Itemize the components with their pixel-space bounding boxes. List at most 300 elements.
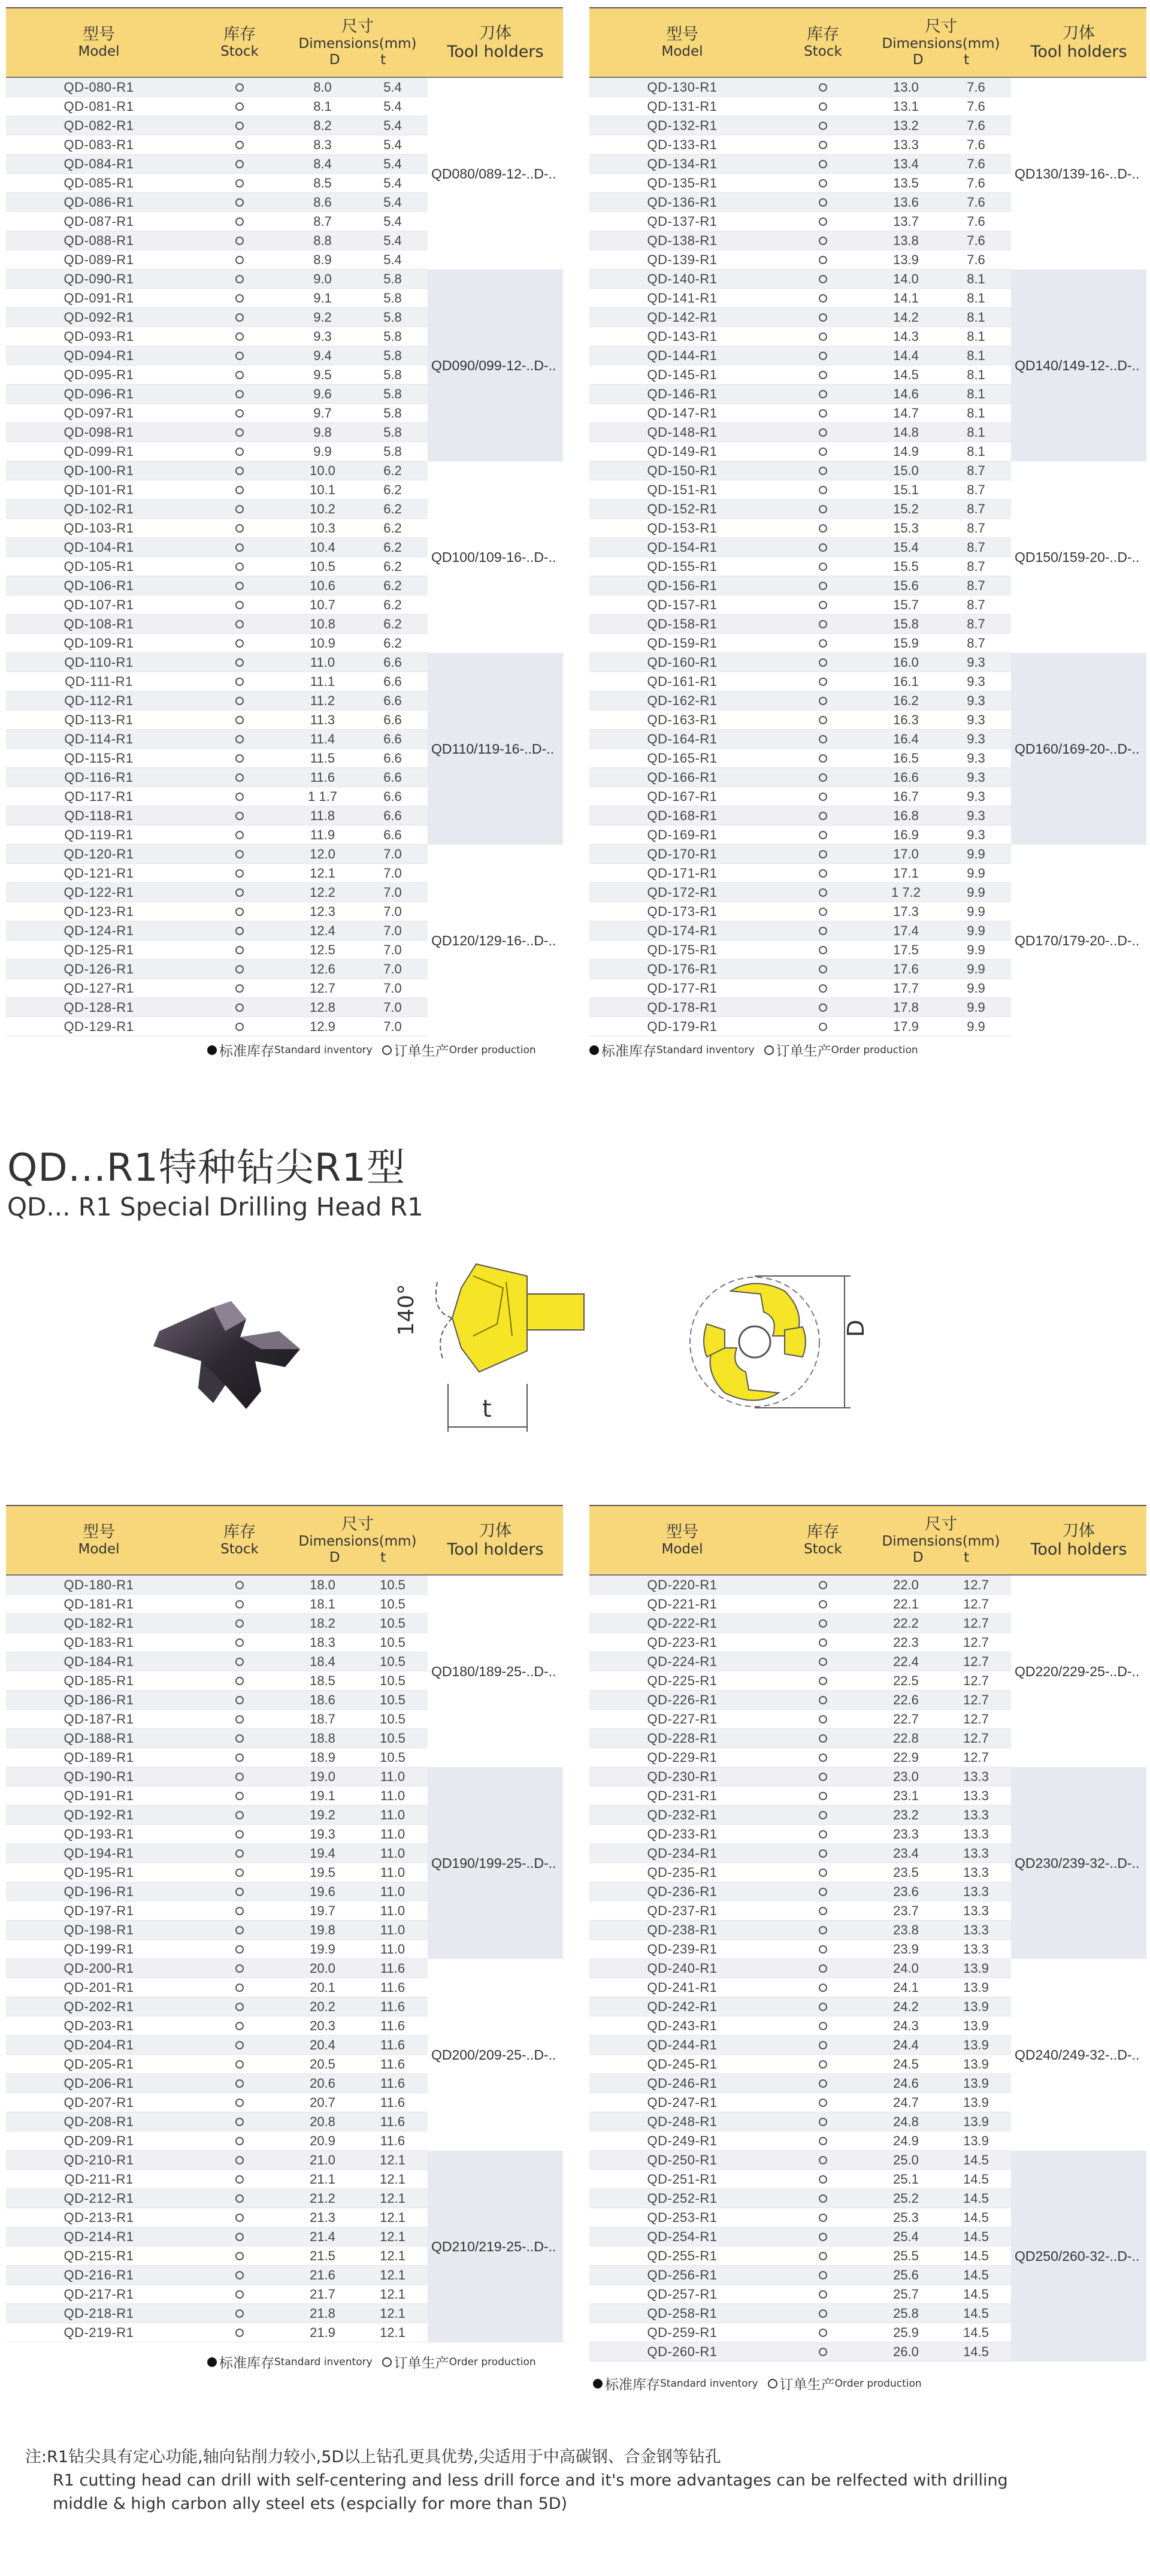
t-cell: 7.6 (967, 98, 985, 114)
t-cell: 13.9 (963, 1960, 989, 1976)
tool-holder-cell: QD090/099-12-..D-.. (428, 270, 563, 461)
d-cell: 20.7 (310, 2094, 335, 2110)
d-cell: 21.8 (310, 2305, 335, 2321)
stock-cell (192, 352, 288, 360)
order-production-circle-icon (235, 754, 244, 763)
model-cell: QD-241-R1 (647, 1979, 718, 1995)
d-cell: 16.3 (893, 712, 919, 727)
model-cell: QD-136-R1 (647, 194, 718, 210)
t-cell: 12.7 (963, 1673, 989, 1688)
model-cell: QD-124-R1 (63, 923, 134, 938)
stock-cell (192, 294, 288, 303)
order-production-circle-icon (235, 2156, 244, 2164)
model-cell: QD-188-R1 (63, 1730, 134, 1746)
t-cell: 11.6 (380, 2133, 405, 2148)
model-cell: QD-197-R1 (63, 1903, 134, 1918)
order-production-circle-icon (819, 1945, 827, 1954)
stock-cell (192, 1830, 288, 1839)
d-cell: 19.8 (310, 1922, 335, 1937)
model-cell: QD-247-R1 (647, 2094, 718, 2110)
table-row (6, 480, 428, 500)
model-cell: QD-120-R1 (63, 846, 134, 861)
table-row (6, 1614, 428, 1633)
stock-cell (192, 1926, 288, 1934)
d-cell: 19.3 (310, 1826, 335, 1842)
table-row (6, 308, 428, 327)
model-cell: QD-242-R1 (647, 1998, 718, 2014)
table-row (589, 155, 1011, 174)
t-cell: 14.5 (963, 2324, 989, 2340)
t-cell: 5.4 (383, 156, 402, 171)
stock-cell (192, 601, 288, 609)
model-cell: QD-234-R1 (647, 1845, 718, 1861)
order-production-circle-icon (819, 505, 827, 513)
d-cell: 14.1 (893, 290, 919, 306)
stock-cell (192, 2290, 288, 2299)
table-row (6, 1691, 428, 1710)
model-cell: QD-085-R1 (63, 175, 134, 191)
table-row (589, 787, 1011, 806)
table-row (589, 346, 1011, 365)
model-cell: QD-165-R1 (647, 750, 718, 766)
stock-cell (775, 1696, 871, 1704)
t-cell: 6.6 (383, 808, 402, 823)
order-production-circle-icon (235, 773, 244, 782)
t-cell: 7.0 (383, 999, 402, 1015)
order-production-circle-icon (819, 352, 827, 360)
t-cell: 14.5 (963, 2344, 989, 2359)
table-row (6, 960, 428, 979)
stock-cell (192, 1658, 288, 1666)
d-cell: 8.1 (313, 98, 332, 114)
t-cell: 9.9 (967, 980, 985, 996)
d-cell: 17.6 (893, 961, 919, 976)
table-row (6, 365, 428, 385)
stock-cell (775, 1753, 871, 1762)
model-cell: QD-153-R1 (647, 520, 718, 536)
d-cell: 10.5 (310, 558, 335, 574)
stock-cell (775, 2309, 871, 2318)
model-cell: QD-231-R1 (647, 1788, 718, 1803)
model-cell: QD-113-R1 (64, 712, 134, 727)
order-production-circle-icon (819, 908, 827, 916)
d-cell: 9.4 (313, 347, 332, 363)
model-cell: QD-187-R1 (63, 1711, 134, 1727)
stock-cell (775, 1964, 871, 1973)
stock-cell (192, 2329, 288, 2337)
order-production-circle-icon (235, 1677, 244, 1685)
d-cell: 17.1 (893, 865, 919, 881)
stock-cell (192, 198, 288, 207)
t-cell: 5.4 (383, 252, 402, 267)
model-cell: QD-205-R1 (63, 2056, 134, 2072)
t-cell: 8.7 (967, 462, 985, 478)
t-cell: 12.1 (380, 2152, 405, 2167)
t-cell: 6.2 (383, 578, 402, 593)
order-production-circle-icon (235, 102, 244, 111)
tool-holder-cell: QD220/229-25-..D-.. (1011, 1576, 1146, 1767)
table-row (6, 1844, 428, 1863)
model-cell: QD-081-R1 (63, 98, 134, 114)
d-cell: 14.7 (893, 405, 919, 421)
header-tool-holders: 刀体 Tool holders (1030, 1521, 1127, 1559)
drill-head-side-view-diagram (383, 1252, 587, 1444)
stock-cell (192, 735, 288, 743)
table-row (589, 423, 1011, 442)
model-cell: QD-249-R1 (647, 2133, 718, 2148)
t-cell: 12.7 (963, 1577, 989, 1592)
d-cell: 23.4 (893, 1845, 919, 1861)
t-cell: 5.8 (383, 443, 402, 459)
model-cell: QD-222-R1 (647, 1615, 718, 1631)
order-production-circle-icon (235, 160, 244, 168)
stock-cell (775, 543, 871, 552)
model-cell: QD-192-R1 (63, 1807, 134, 1822)
order-production-circle-icon (819, 888, 827, 897)
table-row (589, 442, 1011, 461)
stock-cell (775, 332, 871, 341)
table-row (589, 1576, 1011, 1595)
model-cell: QD-201-R1 (63, 1979, 134, 1995)
order-production-circle-icon (819, 2137, 827, 2145)
table-row (6, 2285, 428, 2304)
order-production-circle-icon (819, 1677, 827, 1685)
table-row (589, 2074, 1011, 2093)
d-cell: 22.5 (893, 1673, 919, 1688)
stock-cell (192, 2041, 288, 2049)
model-cell: QD-260-R1 (647, 2344, 718, 2359)
t-cell: 14.5 (963, 2267, 989, 2282)
stock-cell (192, 1753, 288, 1762)
d-cell: 10.3 (310, 520, 335, 536)
order-production-circle-icon (819, 1773, 827, 1781)
stock-cell (192, 179, 288, 188)
t-cell: 13.3 (963, 1883, 989, 1899)
table-row (589, 385, 1011, 404)
stock-cell (192, 2309, 288, 2318)
stock-cell (192, 2175, 288, 2184)
model-cell: QD-257-R1 (647, 2286, 718, 2302)
model-cell: QD-182-R1 (63, 1615, 134, 1631)
table-row (589, 97, 1011, 116)
d-cell: 15.7 (893, 597, 919, 612)
d-cell: 12.7 (310, 980, 335, 996)
stock-cell (775, 869, 871, 878)
t-cell: 7.6 (967, 252, 985, 267)
model-cell: QD-194-R1 (63, 1845, 134, 1861)
model-cell: QD-108-R1 (63, 616, 134, 631)
table-row (589, 653, 1011, 672)
table-row (6, 250, 428, 270)
table-row (6, 193, 428, 212)
model-cell: QD-238-R1 (647, 1922, 718, 1937)
stock-cell (775, 1658, 871, 1666)
table-row (6, 1652, 428, 1671)
d-cell: 22.1 (893, 1596, 919, 1611)
d-cell: 18.7 (310, 1711, 335, 1727)
model-cell: QD-255-R1 (647, 2248, 718, 2263)
stock-cell (775, 984, 871, 993)
d-cell: 1 7.2 (891, 884, 921, 900)
stock-cell (192, 1677, 288, 1685)
d-cell: 15.1 (893, 482, 919, 497)
order-production-circle-icon (235, 294, 244, 303)
order-production-circle-icon (235, 831, 244, 839)
header-tool-holders: 刀体 Tool holders (447, 23, 544, 61)
order-production-circle-icon (819, 122, 827, 130)
model-cell: QD-143-R1 (647, 328, 718, 344)
model-cell: QD-196-R1 (63, 1883, 134, 1899)
model-cell: QD-159-R1 (647, 635, 718, 651)
table-row (589, 1863, 1011, 1882)
model-cell: QD-116-R1 (64, 769, 134, 785)
d-cell: 20.6 (310, 2075, 335, 2091)
t-cell: 8.1 (967, 386, 985, 401)
table-row (589, 1633, 1011, 1652)
model-cell: QD-148-R1 (647, 424, 718, 440)
t-cell: 13.9 (963, 1998, 989, 2014)
order-production-circle-icon (235, 1619, 244, 1628)
t-cell: 5.8 (383, 328, 402, 344)
t-cell: 7.0 (383, 903, 402, 919)
t-cell: 9.3 (967, 750, 985, 766)
table-row (6, 2036, 428, 2055)
stock-cell (775, 1773, 871, 1781)
d-cell: 12.3 (310, 903, 335, 919)
table-row (589, 538, 1011, 557)
d-cell: 8.6 (313, 194, 332, 210)
stock-cell (192, 160, 288, 168)
stock-cell (775, 908, 871, 916)
stock-cell (775, 1811, 871, 1819)
table-row (589, 1882, 1011, 1901)
d-cell: 1 1.7 (308, 788, 337, 804)
table-row (6, 500, 428, 519)
t-cell: 7.6 (967, 137, 985, 152)
d-cell: 13.9 (893, 252, 919, 267)
model-cell: QD-204-R1 (63, 2037, 134, 2052)
stock-cell (775, 198, 871, 207)
order-production-circle-icon (819, 409, 827, 418)
model-cell: QD-128-R1 (63, 999, 134, 1015)
d-cell: 15.6 (893, 578, 919, 593)
t-cell: 10.5 (380, 1673, 405, 1688)
order-production-circle-icon (235, 198, 244, 207)
table-row (6, 385, 428, 404)
section-title-en: QD... R1 Special Drilling Head R1 (7, 1192, 423, 1222)
model-cell: QD-149-R1 (647, 443, 718, 459)
d-cell: 12.2 (310, 884, 335, 900)
table-row (589, 480, 1011, 500)
order-production-circle-icon (235, 1964, 244, 1973)
stock-cell (192, 1907, 288, 1915)
tool-holder-cell: QD100/109-16-..D-.. (428, 461, 563, 653)
order-production-circle-icon (819, 332, 827, 341)
model-cell: QD-177-R1 (647, 980, 718, 996)
d-cell: 18.0 (310, 1577, 335, 1592)
d-cell: 22.4 (893, 1653, 919, 1669)
order-production-circle-icon (235, 1849, 244, 1858)
model-cell: QD-099-R1 (63, 443, 134, 459)
t-cell: 14.5 (963, 2209, 989, 2225)
table-row (6, 615, 428, 634)
model-cell: QD-208-R1 (63, 2114, 134, 2129)
table-row (589, 1748, 1011, 1767)
d-cell: 23.6 (893, 1883, 919, 1899)
t-cell: 11.6 (380, 2094, 405, 2110)
stock-cell (775, 428, 871, 437)
tool-holder-cell: QD160/169-20-..D-.. (1011, 653, 1146, 845)
t-cell: 6.6 (383, 654, 402, 670)
d-cell: 18.2 (310, 1615, 335, 1631)
table-row (589, 2036, 1011, 2055)
t-cell: 9.3 (967, 808, 985, 823)
t-cell: 5.8 (383, 405, 402, 421)
t-cell: 9.9 (967, 961, 985, 976)
stock-cell (775, 601, 871, 609)
t-cell: 10.5 (380, 1596, 405, 1611)
footnote-en-line1: R1 cutting head can drill with self-centering and less drill force and it's more advantages can be relfected with drilling (53, 2471, 1008, 2490)
d-cell: 23.8 (893, 1922, 919, 1937)
table-row (6, 672, 428, 691)
stock-cell (775, 524, 871, 533)
model-cell: QD-096-R1 (63, 386, 134, 401)
d-cell: 9.1 (313, 290, 332, 306)
order-production-circle-icon (235, 1868, 244, 1877)
d-cell: 20.8 (310, 2114, 335, 2129)
t-cell: 7.6 (967, 79, 985, 95)
table-row (6, 212, 428, 231)
model-cell: QD-212-R1 (63, 2190, 134, 2206)
model-cell: QD-156-R1 (647, 578, 718, 593)
t-cell: 11.0 (380, 1883, 405, 1899)
model-cell: QD-145-R1 (647, 367, 718, 382)
d-cell: 23.3 (893, 1826, 919, 1842)
stock-cell (775, 582, 871, 590)
order-production-circle-icon (819, 524, 827, 533)
order-production-circle-icon (235, 237, 244, 245)
stock-cell (192, 409, 288, 418)
table-row (589, 941, 1011, 960)
order-production-circle-icon (819, 217, 827, 226)
d-cell: 14.2 (893, 309, 919, 325)
t-cell: 7.6 (967, 194, 985, 210)
model-cell: QD-130-R1 (647, 79, 718, 95)
stock-cell (192, 467, 288, 475)
model-cell: QD-251-R1 (647, 2171, 718, 2187)
stock-cell (192, 217, 288, 226)
table-row (589, 2093, 1011, 2112)
model-cell: QD-246-R1 (647, 2075, 718, 2091)
model-cell: QD-154-R1 (647, 539, 718, 555)
stock-cell (775, 2156, 871, 2164)
t-cell: 13.3 (963, 1826, 989, 1842)
order-production-circle-icon (819, 1023, 827, 1031)
stock-cell (192, 869, 288, 878)
model-cell: QD-193-R1 (63, 1826, 134, 1842)
table-row (6, 2208, 428, 2227)
stock-cell (192, 2022, 288, 2030)
t-cell: 6.2 (383, 482, 402, 497)
d-cell: 23.7 (893, 1903, 919, 1918)
standard-inventory-dot-icon (589, 1045, 599, 1055)
t-cell: 7.6 (967, 117, 985, 133)
t-cell: 12.7 (963, 1692, 989, 1707)
stock-cell (775, 2290, 871, 2299)
table-row (6, 1940, 428, 1959)
table-row (6, 174, 428, 193)
table-row (6, 97, 428, 116)
d-cell: 8.8 (313, 232, 332, 248)
section-title-cn: QD...R1特种钻尖R1型 (7, 1146, 406, 1190)
order-production-circle-icon (768, 2379, 777, 2388)
model-cell: QD-199-R1 (63, 1941, 134, 1957)
t-cell: 12.1 (380, 2324, 405, 2340)
stock-cell (775, 1638, 871, 1647)
order-production-circle-icon (235, 658, 244, 667)
stock-cell (775, 2022, 871, 2030)
footnote-en-line2: middle & high carbon ally steel ets (espcially for more than 5D) (53, 2495, 568, 2514)
d-cell: 15.3 (893, 520, 919, 536)
table-row (6, 423, 428, 442)
model-cell: QD-105-R1 (63, 558, 134, 574)
stock-cell (192, 122, 288, 130)
model-cell: QD-225-R1 (647, 1673, 718, 1688)
tool-holder-cell: QD140/149-12-..D-.. (1011, 270, 1146, 461)
model-cell: QD-142-R1 (647, 309, 718, 325)
order-production-circle-icon (819, 1658, 827, 1666)
table-row (589, 1614, 1011, 1633)
order-production-circle-icon (235, 678, 244, 686)
table-row (589, 1978, 1011, 1997)
spec-table-1 (6, 7, 563, 1036)
model-cell: QD-233-R1 (647, 1826, 718, 1842)
order-production-circle-icon (235, 965, 244, 973)
t-cell: 6.6 (383, 750, 402, 766)
d-cell: 11.5 (310, 750, 335, 766)
t-cell: 14.5 (963, 2190, 989, 2206)
d-cell: 12.1 (310, 865, 335, 881)
table-row (589, 998, 1011, 1017)
model-cell: QD-083-R1 (63, 137, 134, 152)
table-row (6, 1595, 428, 1614)
table-row (589, 231, 1011, 250)
stock-cell (192, 678, 288, 686)
order-production-circle-icon (235, 1926, 244, 1934)
stock-cell (775, 1945, 871, 1954)
order-production-circle-icon (819, 2022, 827, 2030)
order-production-circle-icon (819, 2348, 827, 2356)
table-row (589, 902, 1011, 921)
stock-cell (192, 927, 288, 935)
model-cell: QD-129-R1 (63, 1018, 134, 1034)
model-cell: QD-102-R1 (63, 501, 134, 516)
table-row (6, 691, 428, 710)
table-row (589, 749, 1011, 768)
drill-head-front-view-diagram (665, 1258, 880, 1438)
stock-cell (775, 2099, 871, 2107)
table-row (6, 78, 428, 97)
model-cell: QD-150-R1 (647, 462, 718, 478)
t-cell: 13.9 (963, 2056, 989, 2072)
order-production-circle-icon (235, 2252, 244, 2260)
d-cell: 10.4 (310, 539, 335, 555)
table-row (589, 1844, 1011, 1863)
table-row (589, 557, 1011, 576)
d-cell: 22.2 (893, 1615, 919, 1631)
t-cell: 11.0 (380, 1864, 405, 1880)
stock-cell (775, 1830, 871, 1839)
